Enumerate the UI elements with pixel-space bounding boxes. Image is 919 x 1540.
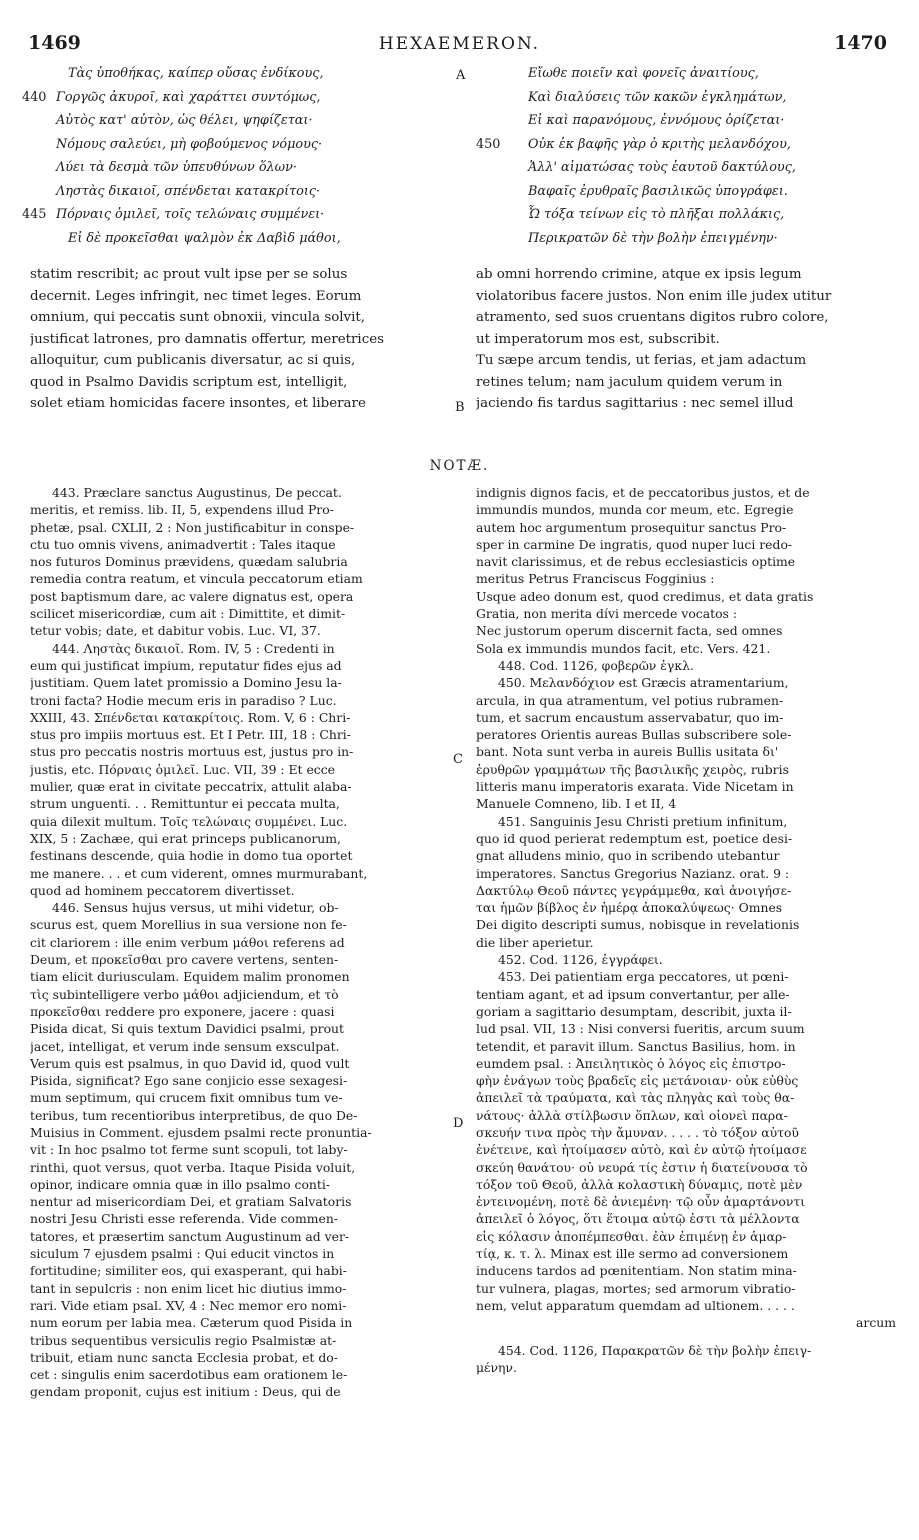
verse-text: Αὐτὸς κατ' αὐτὸν, ὡς θέλει, ψηφίζεται· [56, 113, 313, 128]
note-line: Nec justorum operum discernit facta, sed omnes [476, 623, 783, 639]
verse-text: Βαφαῖς ἐρυθραῖς βασιλικῶς ὑπογράφει. [528, 183, 788, 199]
note-line: tatores, et præsertim sanctum Augustinum ad ver- [30, 1228, 350, 1244]
verse-line [22, 203, 442, 227]
margin-mark-d: D [453, 1116, 464, 1131]
note-line: arcula, in qua atramentum, vel potius rubramen- [476, 692, 784, 708]
note-line: rari. Vide etiam psal. XV, 4 : Nec memor ero nomi- [30, 1297, 347, 1313]
note-line: Gratia, non merita dívi mercede vocatos : [476, 606, 738, 622]
note-line: Sola ex immundis mundos facit, etc. Vers. 421. [476, 640, 771, 656]
note-line: arcum [856, 1315, 896, 1331]
note-line: siculum 7 ejusdem psalmi : Qui educit vinctos in [30, 1246, 335, 1262]
note-line: sper in carmine De ingratis, quod nuper luci redo- [476, 536, 793, 552]
note-line: bant. Nota sunt verba in aureis Bullis usitata δι' [476, 744, 779, 760]
note-line: tribuit, etiam nunc sancta Ecclesia probat, et do- [30, 1349, 338, 1365]
note-entry-start: 450. Μελανδόχιον est Græcis atramentarium, [498, 675, 789, 691]
verse-line [478, 62, 898, 86]
page-number-left: 1469 [28, 32, 81, 54]
note-line: ἐρυθρῶν γραμμάτων τῆς βασιλικῆς χειρὸς, rubris [476, 761, 789, 777]
greek-verse-left-column [22, 62, 442, 250]
note-line: εἰς κόλασιν ἀποπέμπεσθαι. ἐὰν ἐπιμένῃ ἐν ἁμαρ- [476, 1228, 787, 1244]
note-line: scilicet misericordiæ, cum ait : Dimittite, et dimit- [30, 606, 346, 622]
verse-line [22, 62, 442, 86]
verse-text: Ὦ τόξα τείνων εἰς τὸ πλῆξαι πολλάκις, [528, 207, 785, 222]
note-line: μένην. [476, 1359, 517, 1375]
margin-mark-c: C [453, 752, 463, 767]
note-line: τόξον τοῦ Θεοῦ, ἀλλὰ κολαστικὴ δύναμις, ποτὲ μὲν [476, 1176, 803, 1192]
note-entry-start: 451. Sanguinis Jesu Christi pretium infinitum, [498, 813, 788, 829]
note-line: mulier, quæ erat in civitate peccatrix, attulit alaba- [30, 779, 352, 795]
verse-text: Εἰ δὲ προκεῖσθαι ψαλμὸν ἐκ Δαβὶδ μάθοι, [68, 230, 341, 246]
note-line: Manuele Comneno, lib. I et II, 4 [476, 796, 677, 812]
prose-line: ab omni horrendo crimine, atque ex ipsis legum [476, 267, 802, 282]
verse-text: Οὐκ ἐκ βαφῆς γὰρ ὁ κριτὴς μελανδόχου, [528, 136, 791, 152]
note-line: tetur vobis; date, et dabitur vobis. Luc. VI, 37. [30, 623, 321, 639]
note-line: justis, etc. Πόρναις ὁμιλεῖ. Luc. VII, 39 : Et ecce [30, 761, 336, 777]
verse-line [478, 180, 898, 204]
note-line: inducens tardos ad pœnitentiam. Non statim mina- [476, 1263, 797, 1279]
note-line: phetæ, psal. CXLII, 2 : Non justificabitur in conspe- [30, 519, 355, 535]
verse-line [478, 203, 898, 227]
verse-text: Τὰς ὑποθήκας, καίπερ οὔσας ἐνδίκους, [68, 66, 324, 81]
note-line: Verum quis est psalmus, in quo David id, quod vult [30, 1055, 350, 1071]
note-line: lud psal. VII, 13 : Nisi conversi fueritis, arcum suum [476, 1021, 805, 1037]
verse-text: Νόμους σαλεύει, μὴ φοβούμενος νόμους· [56, 136, 323, 152]
note-line: tribus sequentibus versiculis regio Psalmistæ at- [30, 1332, 337, 1348]
note-line: προκεῖσθαι reddere pro exponere, jacere : quasi [30, 1003, 335, 1019]
note-entry-start: 448. Cod. 1126, φοβερῶν ἐγκλ. [498, 657, 694, 673]
note-entry-start: 443. Præclare sanctus Augustinus, De peccat. [52, 485, 342, 500]
note-line: σκευήν τινα πρὸς τὴν ἄμυναν. . . . . τὸ τόξον αὐτοῦ [476, 1124, 799, 1140]
prose-line: quod in Psalmo Davidis scriptum est, intelligit, [30, 374, 348, 390]
note-line: meritus Petrus Franciscus Fogginius : [476, 571, 715, 587]
note-line: tiam elicit duriusculam. Equidem malim pronomen [30, 969, 350, 985]
note-line: Pisida, significat? Ego sane conjicio esse sexagesi- [30, 1073, 348, 1089]
verse-text: Εἰ καὶ παρανόμους, ἐννόμους ὁρίζεται· [528, 113, 785, 128]
note-entry-start: 446. Sensus hujus versus, ut mihi videtur, ob- [52, 900, 339, 916]
note-line: ctu tuo omnis vivens, animadvertit : Tales itaque [30, 536, 336, 552]
note-line: quia dilexit multum. Τοῖς τελώναις συμμένει. Luc. [30, 813, 348, 829]
note-line: teribus, tum recentioribus interpretibus, de quo De- [30, 1107, 358, 1123]
verse-line [22, 133, 442, 157]
verse-line [478, 109, 898, 133]
note-line: nem, velut apparatum quemdam ad ultionem. . . . . [476, 1297, 795, 1313]
note-line: navit clarissimus, et de rebus ecclesiasticis optime [476, 554, 796, 570]
verse-text: Ἀλλ' αἱματώσας τοὺς ἑαυτοῦ δακτύλους, [528, 160, 796, 175]
greek-verse-right-column [478, 62, 898, 250]
note-line: litteris manu imperatoris exarata. Vide Nicetam in [476, 779, 794, 795]
note-line: me manere. . . et cum viderent, omnes murmurabant, [30, 865, 368, 881]
note-line: nentur ad misericordiam Dei, et gratiam Salvatoris [30, 1194, 352, 1210]
prose-line: Tu sæpe arcum tendis, ut ferias, et jam adactum [476, 353, 807, 368]
note-line: eum qui justificat impium, reputatur fides ejus ad [30, 657, 342, 673]
notes-right-column [476, 484, 896, 1376]
notes-left-column [30, 484, 446, 1401]
note-entry-start: 444. Ληστὰς δικαιοῖ. Rom. IV, 5 : Credenti in [52, 640, 335, 656]
note-line: quod ad hominem peccatorem divertisset. [30, 882, 295, 898]
note-line: num eorum per labia mea. Cæterum quod Pisida in [30, 1315, 353, 1331]
note-line: strum unguenti. . . Remittuntur ei peccata multa, [30, 796, 340, 812]
prose-line: justificat latrones, pro damnatis offertur, meretrices [30, 331, 385, 347]
verse-number: 450 [476, 136, 501, 152]
note-line: ἐντεινομένη, ποτὲ δὲ ἀνιεμένη· τῷ οὖν ἁμαρτάνοντι [476, 1194, 806, 1210]
note-line: nos futuros Dominus prævidens, quædam salubria [30, 554, 348, 570]
verse-number: 440 [22, 89, 47, 105]
note-line: stus pro peccatis nostris mortuus est, justus pro in- [30, 744, 354, 760]
verse-text: Ληστὰς δικαιοῖ, σπένδεται κατακρίτοις· [56, 183, 321, 199]
verse-number: 445 [22, 207, 47, 222]
note-line [476, 1332, 896, 1342]
page-header [0, 32, 919, 62]
note-line: tentiam agant, et ad ipsum convertantur, per alle- [476, 986, 790, 1002]
note-line: σκεύη θανάτου· οὐ νευρά τίς ἐστιν ἡ διατείνουσα τὸ [476, 1159, 808, 1175]
verse-line [22, 156, 442, 180]
note-line: meritis, et remiss. lib. II, 5, expendens illud Pro- [30, 502, 334, 518]
note-line: imperatores. Sanctus Gregorius Nazianz. orat. 9 : [476, 865, 790, 881]
prose-line: atramento, sed suos cruentans digitos rubro colore, [476, 310, 829, 325]
verse-line [478, 133, 898, 157]
verse-line [478, 156, 898, 180]
notes-heading: NOTÆ. [429, 458, 490, 474]
prose-line: solet etiam homicidas facere insontes, et liberare [30, 396, 366, 411]
note-line: XXIII, 43. Σπένδεται κατακρίτοις. Rom. V, 6 : Chri- [30, 709, 351, 725]
note-line: die liber aperietur. [476, 934, 594, 950]
verse-line [22, 86, 442, 110]
verse-line [22, 227, 442, 251]
note-line: tur vulnera, plagas, mortes; sed armorum vibratio- [476, 1280, 796, 1296]
note-line: XIX, 5 : Zachæe, qui erat princeps publicanorum, [30, 830, 341, 846]
note-line: νάτους· ἀλλὰ στίλβωσιν ὅπλων, καὶ οἱονεὶ παρα- [476, 1107, 788, 1123]
note-line: stus pro impiis mortuus est. Et I Petr. III, 18 : Chri- [30, 727, 351, 743]
note-line: rinthi, quot versus, quot verba. Itaque Pisida voluit, [30, 1159, 356, 1175]
note-line: troni facta? Hodie mecum eris in paradiso ? Luc. [30, 692, 337, 708]
verse-text: Πόρναις ὁμιλεῖ, τοῖς τελώναις συμμένει· [56, 207, 325, 222]
note-line: nostri Jesu Christi esse referenda. Vide commen- [30, 1211, 338, 1227]
note-line: jacet, intelligat, et verum inde sensum exsculpat. [30, 1038, 340, 1054]
note-line: goriam a sagittario desumptam, describit, juxta il- [476, 1003, 792, 1019]
note-line: Usque adeo donum est, quod credimus, et data gratis [476, 588, 814, 604]
note-line: Dei digito descripti sumus, nobisque in revelationis [476, 917, 800, 933]
prose-line: jaciendo fis tardus sagittarius : nec semel illud [476, 396, 794, 411]
note-line: ἐνέτεινε, καὶ ἡτοίμασεν αὐτὸ, καὶ ἐν αὐτῷ ἡτοίμασε [476, 1142, 807, 1158]
prose-line: omnium, qui peccatis sunt obnoxii, vincula solvit, [30, 310, 366, 325]
note-line: fortitudine; similiter eos, qui exasperant, qui habi- [30, 1263, 347, 1279]
note-line: cit clariorem : ille enim verbum μάθοι referens ad [30, 934, 345, 950]
note-line: gendam proponit, cujus est initium : Deus, qui de [30, 1384, 341, 1400]
note-line: ἀπειλεῖ ὁ λόγος, ὅτι ἕτοιμα αὐτῷ ἐστι τὰ μέλλοντα [476, 1211, 800, 1227]
note-line: τὶς subintelligere verbo μάθοι adjiciendum, et τὸ [30, 986, 339, 1002]
note-line: ται ἡμῶν βίβλος ἐν ἡμέρᾳ ἀποκαλύψεως· Omnes [476, 900, 783, 916]
note-line: gnat alludens minio, quo in scribendo utebantur [476, 848, 780, 864]
note-line: Deum, et προκεῖσθαι pro cavere vertens, senten- [30, 952, 339, 968]
note-line: remedia contra reatum, et vincula peccatorum etiam [30, 571, 363, 587]
note-line: Pisida dicat, Si quis textum Davidici psalmi, prout [30, 1021, 344, 1037]
note-entry-start: 452. Cod. 1126, ἐγγράφει. [498, 952, 663, 968]
note-line: indignis dignos facis, et de peccatoribus justos, et de [476, 485, 810, 500]
note-line: φὴν ἐνάγων τοὺς βραδεῖς εἰς μετάνοιαν· οὐκ εὐθὺς [476, 1073, 799, 1089]
note-line: cet : singulis enim sacerdotibus eam orationem le- [30, 1367, 348, 1383]
note-line: opinor, indicare omnia quæ in illo psalmo conti- [30, 1176, 331, 1192]
note-line: scurus est, quem Morellius in sua versione non fe- [30, 917, 347, 933]
prose-line: alloquitur, cum publicanis diversatur, ac si quis, [30, 353, 356, 368]
note-line: Muisius in Comment. ejusdem psalmi recte pronuntia- [30, 1124, 372, 1140]
note-line: eumdem psal. : Ἀπειλητικὸς ὁ λόγος εἰς ἐπιστρο- [476, 1055, 786, 1071]
note-line: post baptismum dare, ac valere dignatus est, opera [30, 588, 354, 604]
prose-line: ut imperatorum mos est, subscribit. [476, 331, 720, 347]
margin-mark-b: B [455, 400, 465, 415]
note-line: ἀπειλεῖ τὰ τραύματα, καὶ τὰς πληγὰς καὶ τοὺς θα- [476, 1090, 795, 1106]
verse-text: Λύει τὰ δεσμὰ τῶν ὑπευθύνων ὅλων· [56, 160, 297, 175]
verse-text: Καὶ διαλύσεις τῶν κακῶν ἐγκλημάτων, [528, 89, 787, 105]
prose-line: statim rescribit; ac prout vult ipse per se solus [30, 267, 348, 282]
latin-translation-right-column [476, 264, 892, 415]
note-line: τίᾳ, κ. τ. λ. Minax est ille sermo ad conversionem [476, 1246, 789, 1262]
prose-line: violatoribus facere justos. Non enim ille judex utitur [476, 288, 832, 304]
note-line: autem hoc argumentum prosequitur sanctus Pro- [476, 519, 787, 535]
note-line: festinans descende, quia hodie in domo tua oportet [30, 848, 353, 864]
note-line: tetendit, et paravit illum. Sanctus Basilius, hom. in [476, 1038, 796, 1054]
verse-line [478, 227, 898, 251]
note-line: tant in sepulcris : non enim licet hic diutius immo- [30, 1280, 347, 1296]
prose-line: retines telum; nam jaculum quidem verum in [476, 374, 783, 390]
running-title: HEXAEMERON. [378, 34, 541, 54]
margin-mark-a: A [456, 68, 466, 83]
note-entry-start: 454. Cod. 1126, Παρακρατῶν δὲ τὴν βολὴν ἐπειγ- [498, 1342, 812, 1358]
verse-line [22, 109, 442, 133]
prose-line: decernit. Leges infringit, nec timet leges. Eorum [30, 288, 362, 304]
note-line: peratores Orientis aureas Bullas subscribere sole- [476, 727, 792, 743]
verse-text: Γοργῶς ἀκυροῖ, καὶ χαράττει συντόμως, [56, 89, 321, 105]
page-number-right: 1470 [834, 32, 887, 54]
note-entry-start: 453. Dei patientiam erga peccatores, ut pœni- [498, 969, 789, 985]
verse-text: Περικρατῶν δὲ τὴν βολὴν ἐπειγμένην· [528, 230, 778, 246]
note-line: vit : In hoc psalmo tot ferme sunt scopuli, tot laby- [30, 1142, 348, 1158]
note-line: quo id quod perierat redemptum est, poetice desi- [476, 830, 793, 846]
verse-line [22, 180, 442, 204]
verse-line [478, 86, 898, 110]
note-line: justitiam. Quem latet promissio a Domino Jesu la- [30, 675, 342, 691]
note-line: tum, et sacrum encaustum asservabatur, quo im- [476, 709, 784, 725]
note-line: immundis mundos, munda cor meum, etc. Egregie [476, 502, 794, 518]
verse-text: Εἴωθε ποιεῖν καὶ φονεῖς ἀναιτίους, [528, 66, 759, 81]
note-line: Δακτύλῳ Θεοῦ πάντες γεγράμμεθα, καὶ ἀνοιγήσε- [476, 882, 792, 898]
latin-translation-left-column [30, 264, 444, 415]
note-line: mum septimum, qui crucem fixit omnibus tum ve- [30, 1090, 343, 1106]
